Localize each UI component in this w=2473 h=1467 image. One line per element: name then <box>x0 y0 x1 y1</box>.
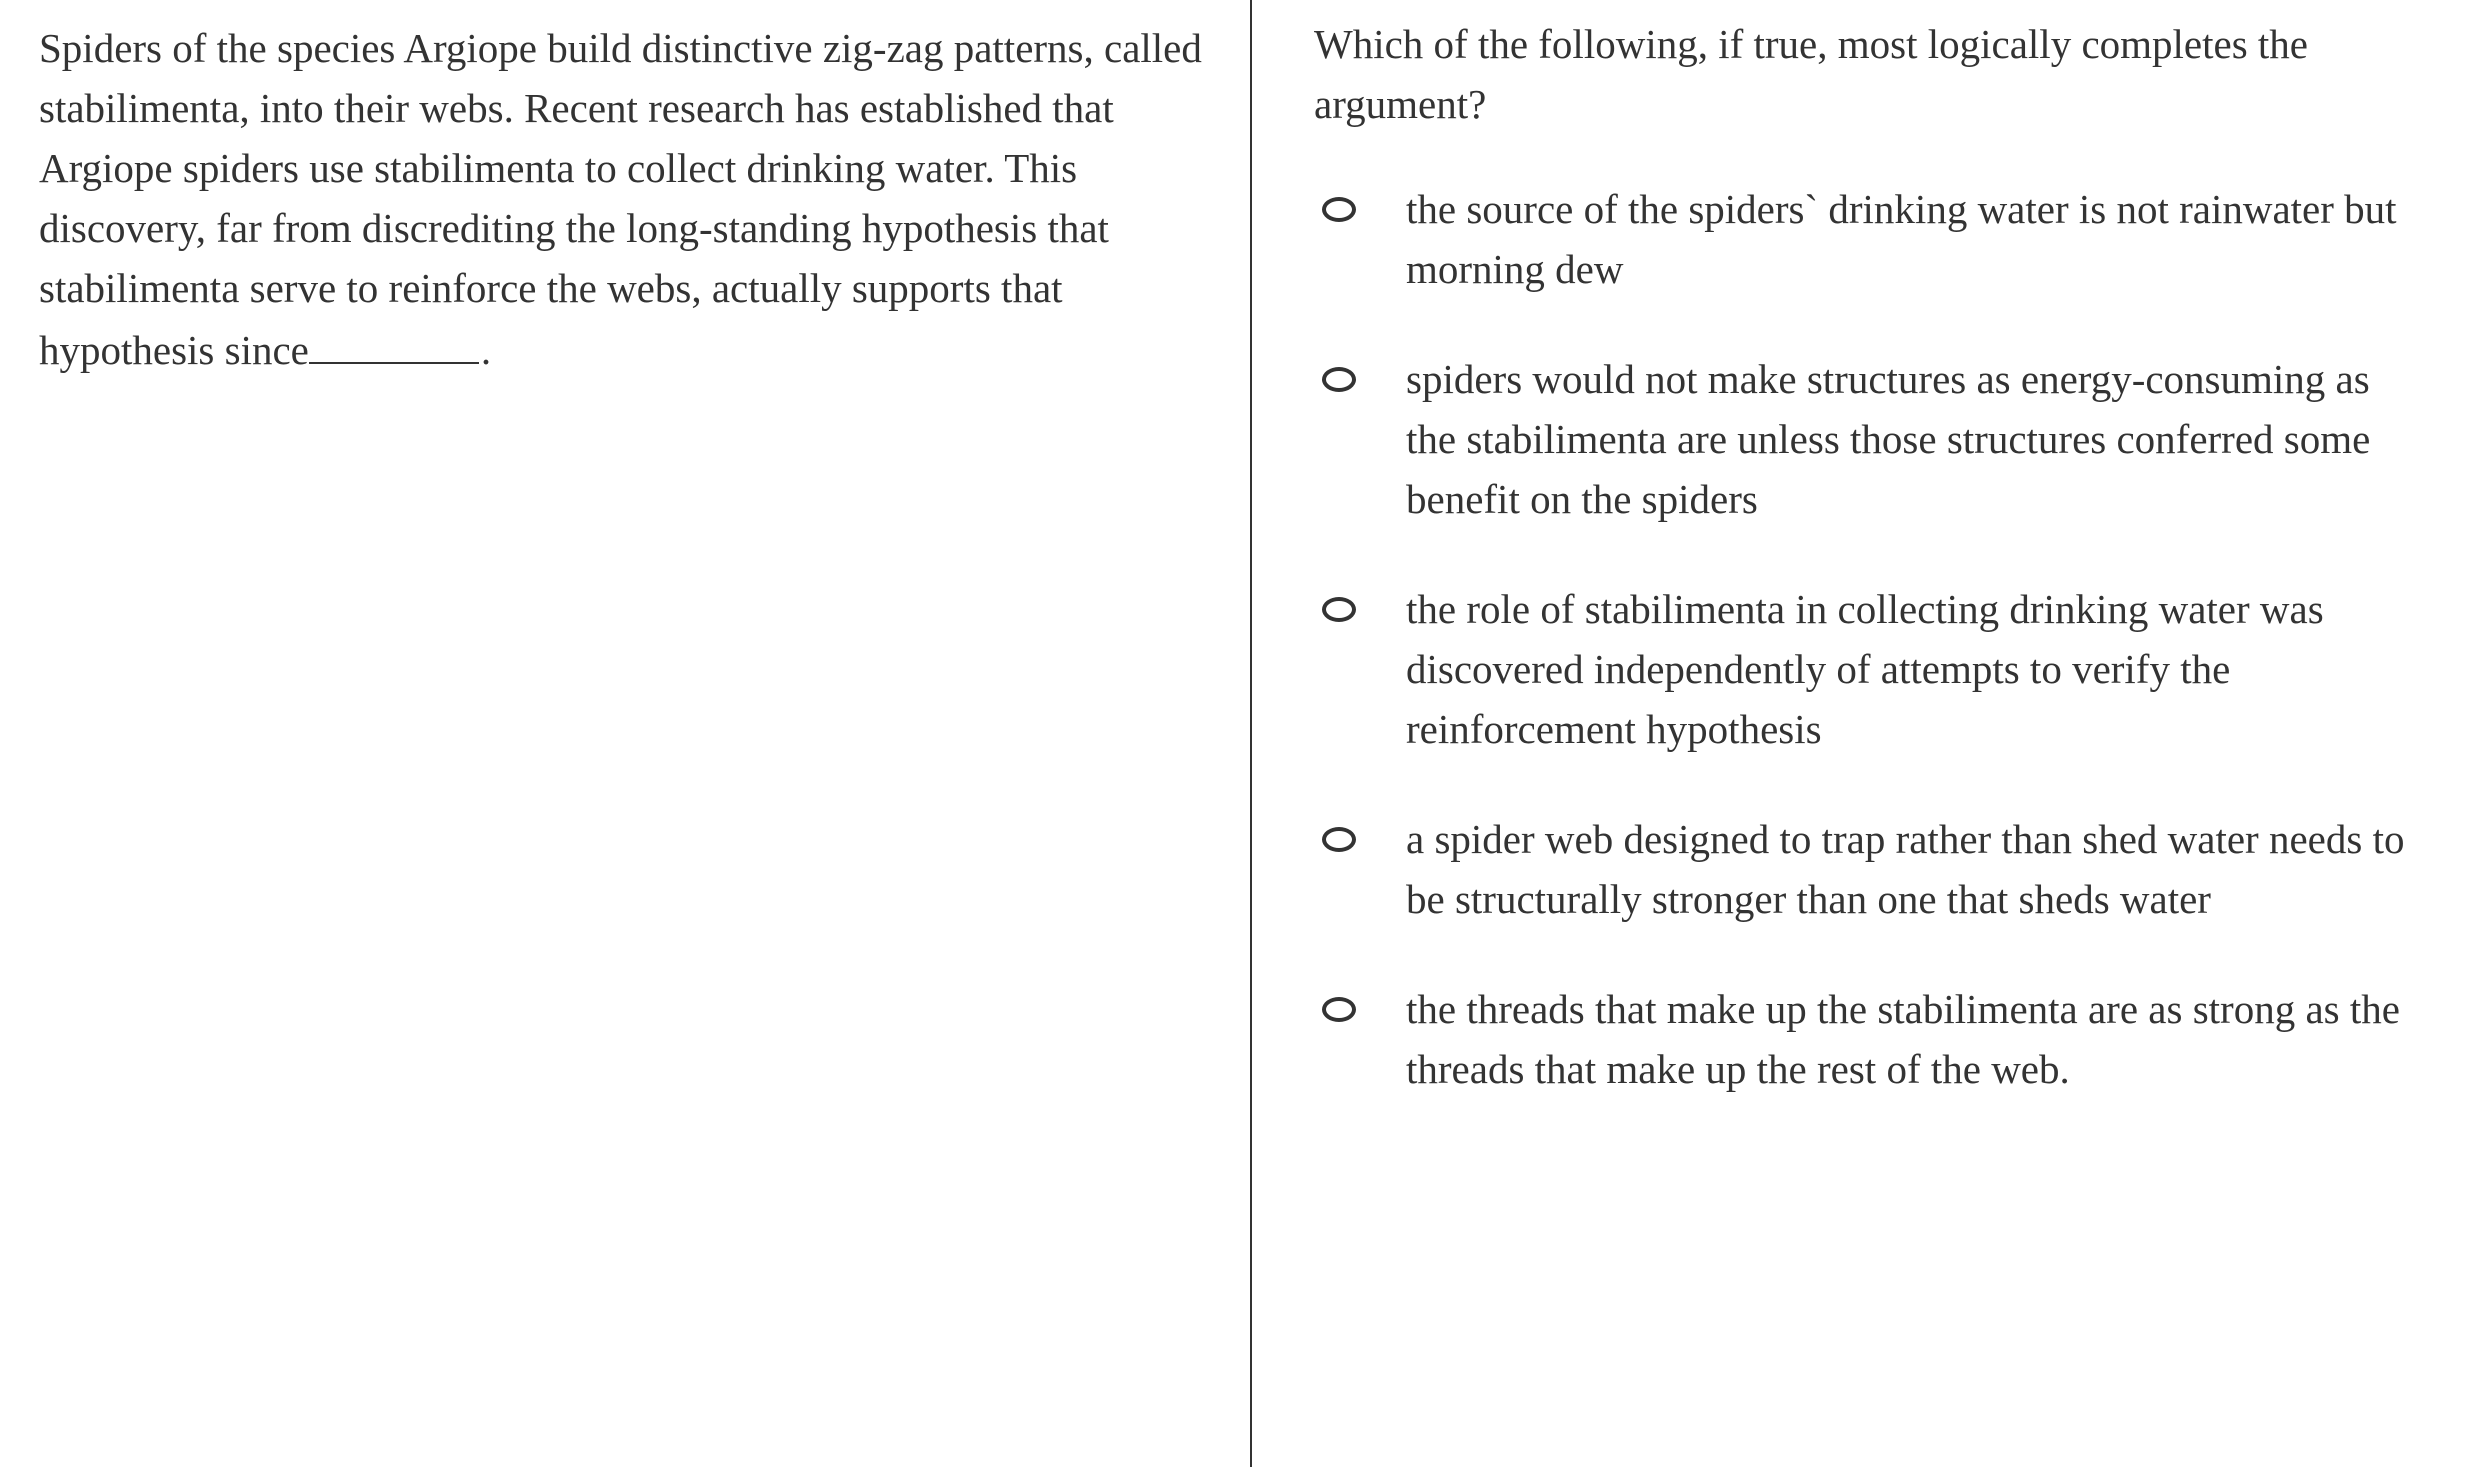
answer-choice-label[interactable]: the source of the spiders` drinking water is not rainwater but morning dew <box>1406 186 2397 292</box>
question-pane <box>1252 0 2473 1467</box>
passage-text <box>39 18 1219 380</box>
radio-button-icon[interactable] <box>1322 367 1356 392</box>
answer-choices <box>1314 179 2473 1099</box>
answer-blank <box>309 318 479 364</box>
passage-body: Spiders of the species Argiope build distinctive zig-zag patterns, called stabilimenta, into their webs. Recent research has established that Argiope spiders use stabilimenta to collect drinking water. This discovery, far from discrediting the long-standing hypothesis that stabilimenta serve to reinforce the webs, actually supports that hypothesis since <box>39 25 1202 373</box>
radio-button-icon[interactable] <box>1322 997 1356 1022</box>
answer-choice-label[interactable]: the threads that make up the stabilimenta are as strong as the threads that make up the rest of the web. <box>1406 986 2400 1092</box>
answer-choice-5[interactable] <box>1314 979 2473 1099</box>
answer-choice-3[interactable] <box>1314 579 2473 759</box>
answer-choice-label[interactable]: spiders would not make structures as energy-consuming as the stabilimenta are unless those structures conferred some benefit on the spiders <box>1406 356 2371 522</box>
radio-button-icon[interactable] <box>1322 597 1356 622</box>
answer-choice-4[interactable] <box>1314 809 2473 929</box>
radio-button-icon[interactable] <box>1322 827 1356 852</box>
radio-button-icon[interactable] <box>1322 197 1356 222</box>
answer-choice-label[interactable]: the role of stabilimenta in collecting drinking water was discovered independently of attempts to verify the reinforcement hypothesis <box>1406 586 2324 752</box>
answer-choice-label[interactable]: a spider web designed to trap rather than shed water needs to be structurally stronger than one that sheds water <box>1406 816 2405 922</box>
passage-end-punctuation: . <box>480 327 492 373</box>
question-prompt: Which of the following, if true, most logically completes the argument? <box>1314 21 2309 127</box>
answer-choice-2[interactable] <box>1314 349 2473 529</box>
answer-choice-1[interactable] <box>1314 179 2473 299</box>
